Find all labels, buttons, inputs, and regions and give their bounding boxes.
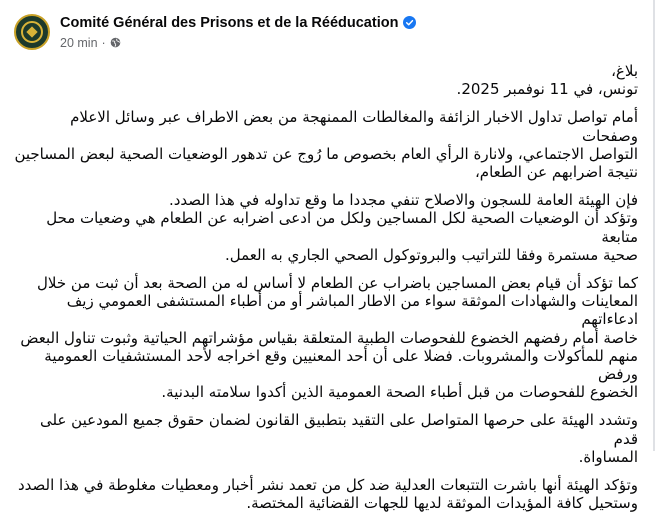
page-avatar[interactable] <box>14 14 50 50</box>
post-paragraph-commitment: وتشدد الهيئة على حرصها المتواصل على التقيد بتطبيق القانون لضمان حقوق جميع المودعين على قدم المساواة. <box>40 411 638 466</box>
post-header <box>14 12 416 52</box>
post-body <box>14 62 638 522</box>
page-name-link[interactable]: Comité Général des Prisons et de la Rééducation <box>60 14 399 31</box>
meta-separator: · <box>101 35 106 50</box>
page-name-row <box>60 13 416 33</box>
post-header-text <box>60 13 416 52</box>
post-paragraph-context: أمام تواصل تداول الاخبار الزائفة والمغالطات الممنهجة من بعض الاطراف عبر وسائل الاعلام وصفحات التواصل الاجتماعي، ولانارة الرأي العام بخصوص ما رُوج عن تدهور الوضعيات الصحية لبعض المساجين نتيجة اضرابهم عن الطعام، <box>14 108 638 182</box>
post-paragraph-legal-action: وتؤكد الهيئة أنها باشرت التتبعات العدلية ضد كل من تعمد نشر أخبار ومعطيات مغلوطة في هذا الصدد وستحيل كافة المؤيدات الموثقة لديها للجهات القضائية المختصة. <box>17 476 638 513</box>
post-paragraph-confirmation: كما تؤكد أن قيام بعض المساجين باضراب عن الطعام لا أساس له من الصحة بعد أن ثبت من خلال المعاينات والشهادات الموثقة سواء من الاطار المباشر أو من أطباء المستشفى العمومي زيف ادعاءاتهم خاصة أمام رفضهم الخضوع للفحوصات الطبية المتعلقة بقياس مؤشراتهم الحياتية وثبوت تناول البعض منهم للمأكولات والمشروبات. فضلا على أن أحد المعنيين وقع اخراجه لأحد المستشفيات العمومية ورفض الخضوع للفحوصات من قبل أطباء الصحة العمومية الذين أكدوا سلامته البدنية. <box>20 274 638 402</box>
verified-badge-icon <box>403 16 416 29</box>
post-paragraph-denial: فإن الهيئة العامة للسجون والاصلاح تنفي مجددا ما وقع تداوله في هذا الصدد. وتؤكد أن الوضعيات الصحية لكل المساجين ولكل من ادعى اضرابه عن الطعام هي وضعيات محل متابعة صحية مستمرة وفقا للتراتيب والبروتوكول الصحي الجاري به العمل. <box>46 191 638 264</box>
avatar-emblem-icon <box>21 21 43 43</box>
post-paragraph-intro: بلاغ، تونس، في 11 نوفمبر 2025. <box>456 62 638 99</box>
post-timestamp[interactable]: 20 min <box>60 35 98 50</box>
post-meta <box>60 34 416 52</box>
globe-icon[interactable] <box>110 37 121 48</box>
